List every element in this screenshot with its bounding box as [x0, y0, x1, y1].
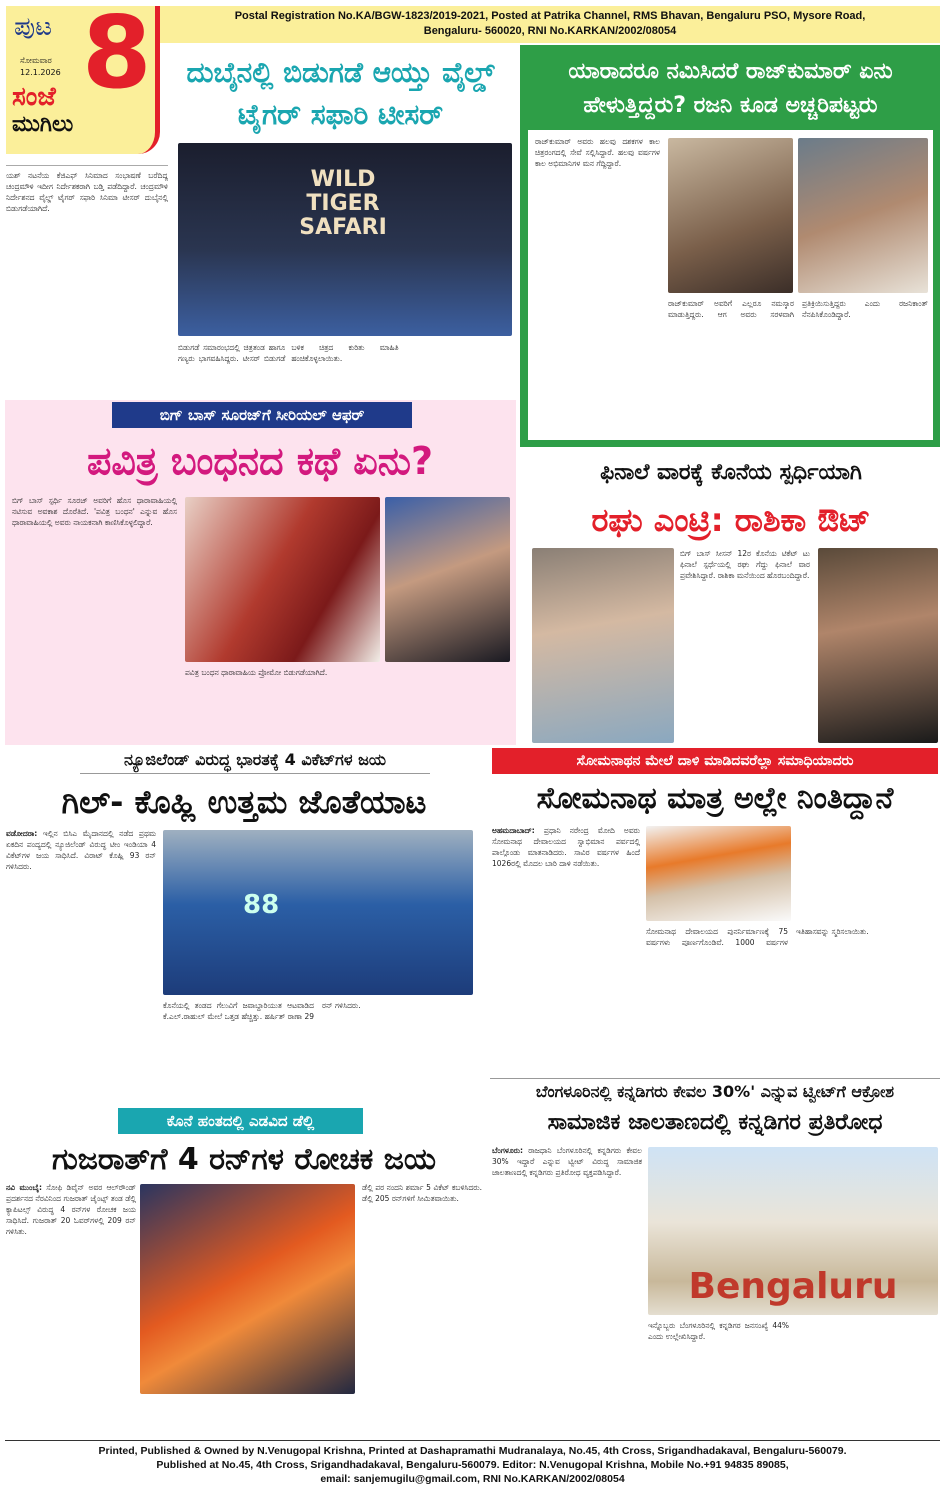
finale-headline-2: ರಘು ಎಂಟ್ರಿ: ರಾಶಿಕಾ ಔಟ್ — [591, 501, 871, 539]
somnath-body — [492, 825, 640, 1068]
raghu-photo — [818, 548, 938, 743]
rajinikanth-photo — [798, 138, 928, 293]
tiger-headline: ದುಬೈನಲ್ಲಿ ಬಿಡುಗಡೆ ಆಯ್ತು ವೈಲ್ಡ್ ಟೈಗರ್ ಸಫಾರಿ ಟೀಸರ್ — [186, 56, 495, 131]
gujarat-batter-photo — [140, 1184, 355, 1394]
cricket-headline: ಗಿಲ್- ಕೊಹ್ಲಿ ಉತ್ತಮ ಜೊತೆಯಾಟ — [61, 783, 427, 821]
team-india-photo — [163, 830, 473, 995]
somnath-kicker: ಸೋಮನಾಥನ ಮೇಲೆ ದಾಳಿ ಮಾಡಿದವರೆಲ್ಲಾ ಸಮಾಧಿಯಾದರು — [492, 748, 938, 774]
gujarat-dateline: ನವಿ ಮುಂಬೈ: — [6, 1183, 43, 1192]
paper-name-1: ಸಂಜೆ — [12, 82, 56, 112]
cricket-kicker: ನ್ಯೂಜಿಲೆಂಡ್ ವಿರುದ್ಧ ಭಾರತಕ್ಕೆ 4 ವಿಕೆಟ್‌ಗಳ ಜಯ — [80, 747, 430, 774]
serial-couple-photo — [185, 497, 380, 662]
bigboss-kicker: ಬಿಗ್ ಬಾಸ್ ಸೂರಜ್‌ಗೆ ಸೀರಿಯಲ್ ಆಫರ್ — [112, 402, 412, 428]
masthead — [6, 0, 160, 154]
imprint — [0, 1444, 945, 1486]
finale-body: ಬಿಗ್ ಬಾಸ್ ಸೀಸನ್ 12ರ ಕೊನೆಯ ಟಿಕೆಟ್ ಟು ಫಿನಾಲೆ ಸ್ಪರ್ಧೆಯಲ್ಲಿ ರಘು ಗೆದ್ದು ಫಿನಾಲೆ ವಾರ ಪ್ರವೇಶಿಸಿದ್ದಾರೆ. ರಾಶಿಕಾ ಮನೆಯಿಂದ ಹೊರಬಂದಿದ್ದಾರೆ. — [680, 549, 810, 580]
rajkumar-photo — [668, 138, 793, 293]
kannada-headline-1: ಬೆಂಗಳೂರಿನಲ್ಲಿ ಕನ್ನಡಿಗರು ಕೇವಲ 30%' ಎನ್ನುವ ಟ್ವೀಟ್‌ಗೆ ಆಕ್ರೋಶ — [490, 1078, 940, 1105]
teaser-logo-text: WILD TIGER SAFARI — [299, 167, 387, 240]
kannada-dateline: ಬೆಂಗಳೂರು: — [492, 1146, 524, 1155]
rajkumar-headline: ಯಾರಾದರೂ ನಮಿಸಿದರೆ ರಾಜ್‌ಕುಮಾರ್ ಏನು ಹೇಳುತ್ತಿದ್ದರು? ರಜನಿ ಕೂಡ ಅಚ್ಚರಿಪಟ್ಟರು — [568, 59, 893, 118]
paper-name-2: ಮುಗಿಲು — [12, 112, 74, 137]
somnath-body-2: ಸೋಮನಾಥ ದೇವಾಲಯದ ಪುನರ್ನಿರ್ಮಾಣಕ್ಕೆ 75 ವರ್ಷಗಳು ಪೂರ್ಣಗೊಂಡಿವೆ. 1000 ವರ್ಷಗಳ ಇತಿಹಾಸವನ್ನು ಸ್ಮರಿಸಲಾಯಿತು. — [646, 927, 869, 947]
kannada-headline-2: ಸಾಮಾಜಿಕ ಜಾಲತಾಣದಲ್ಲಿ ಕನ್ನಡಿಗರ ಪ್ರತಿರೋಧ — [547, 1110, 883, 1135]
gujarat-body — [6, 1182, 136, 1432]
tiger-teaser-photo — [178, 143, 512, 336]
imprint-line-1: Printed, Published & Owned by N.Venugopal Krishna, Printed at Dashapramathi Mudranalaya, No.45, 4th Cross, Srigandhadakaval, Bengaluru-560079. — [98, 1445, 847, 1457]
imprint-line-3: email: sanjemugilu@gmail.com, RNI No.KARKAN/2002/08054 — [320, 1473, 625, 1485]
imprint-line-2: Published at No.45, 4th Cross, Srigandhadakaval, Bengaluru-560079. Editor: N.Venugopal Krishna, Mobile No.+91 94835 89085, — [156, 1459, 789, 1471]
kannada-body-2: ಇನ್ನೊಬ್ಬರು ಬೆಂಗಳೂರಿನಲ್ಲಿ ಕನ್ನಡಿಗರ ಜನಸಂಖ್ಯೆ 44% ಎಂದು ಉಲ್ಲೇಖಿಸಿದ್ದಾರೆ. — [648, 1321, 789, 1341]
bigboss-body: ಬಿಗ್ ಬಾಸ್ ಸ್ಪರ್ಧಿ ಸೂರಜ್ ಅವರಿಗೆ ಹೊಸ ಧಾರಾವಾಹಿಯಲ್ಲಿ ನಟಿಸುವ ಅವಕಾಶ ದೊರೆತಿದೆ. 'ಪವಿತ್ರ ಬಂಧನ' ಎನ್ನುವ ಹೊಸ ಧಾರಾವಾಹಿಯಲ್ಲಿ ಅವರು ನಾಯಕನಾಗಿ ಕಾಣಿಸಿಕೊಳ್ಳಲಿದ್ದಾರೆ. — [12, 496, 177, 527]
cricket-body-text: ಇಲ್ಲಿನ ಬಿಸಿಎ ಮೈದಾನದಲ್ಲಿ ನಡೆದ ಪ್ರಥಮ ಏಕದಿನ ಪಂದ್ಯದಲ್ಲಿ ನ್ಯೂಜಿಲೆಂಡ್ ವಿರುದ್ಧ ಟೀಂ ಇಂಡಿಯಾ 4 ವಿಕೆಟ್‌ಗಳ ಜಯ ಸಾಧಿಸಿದೆ. ವಿರಾಟ್ ಕೊಹ್ಲಿ 93 ರನ್ ಗಳಿಸಿದರು. — [6, 829, 156, 871]
jersey-number: 88 — [243, 890, 280, 920]
date: 12.1.2026 — [20, 68, 61, 77]
rajkumar-body: ರಾಜ್‌ಕುಮಾರ್ ಅವರು ಹಲವು ದಶಕಗಳ ಕಾಲ ಚಿತ್ರರಂಗದಲ್ಲಿ ಸೇವೆ ಸಲ್ಲಿಸಿದ್ದಾರೆ. ಹಲವು ವರ್ಷಗಳ ಕಾಲ ಅಭಿಮಾನಿಗಳ ಮನ ಗೆದ್ದಿದ್ದಾರೆ. — [535, 137, 660, 168]
postal-line-2: Bengaluru- 560020, RNI No.KARKAN/2002/08054 — [423, 25, 677, 37]
rashika-photo — [532, 548, 674, 743]
tiger-caption: ಬಿಡುಗಡೆ ಸಮಾರಂಭದಲ್ಲಿ ಚಿತ್ರತಂಡ ಹಾಗೂ ಗಣ್ಯರು ಭಾಗವಹಿಸಿದ್ದರು. ಟೀಸರ್ ಬಿಡುಗಡೆ ಬಳಿಕ ಚಿತ್ರದ ಕುರಿತು ಮಾಹಿತಿ ಹಂಚಿಕೊಳ್ಳಲಾಯಿತು. — [178, 343, 399, 363]
somnath-body-text: ಪ್ರಧಾನಿ ನರೇಂದ್ರ ಮೋದಿ ಅವರು ಸೋಮನಾಥ ದೇವಾಲಯದ ಸ್ವಾಭಿಮಾನ ಪರ್ವದಲ್ಲಿ ಪಾಲ್ಗೊಂಡು ಮಾತನಾಡಿದರು. ಸಾವಿರ ವರ್ಷಗಳ ಹಿಂದೆ 1026ರಲ್ಲಿ ಮೊದಲ ಬಾರಿ ದಾಳಿ ನಡೆಯಿತು. — [492, 826, 640, 868]
vidhana-soudha-photo — [648, 1147, 938, 1315]
somnath-dateline: ಅಹಮದಾಬಾದ್: — [492, 826, 535, 835]
somnath-headline: ಸೋಮನಾಥ ಮಾತ್ರ ಅಲ್ಲೇ ನಿಂತಿದ್ದಾನೆ — [536, 781, 894, 816]
gujarat-body-2: ಡೆಲ್ಲಿ ಪರ ನಂದನಿ ಶರ್ಮಾ 5 ವಿಕೆಟ್ ಕಬಳಿಸಿದರು. ಡೆಲ್ಲಿ 205 ರನ್‌ಗಳಿಗೆ ಸೀಮಿತವಾಯಿತು. — [362, 1183, 482, 1203]
postal-line-1: Postal Registration No.KA/BGW-1823/2019-2021, Posted at Patrika Channel, RMS Bhavan, Bengaluru PSO, Mysore Road, — [234, 10, 866, 22]
cricket-body-2: ಕೊನೆಯಲ್ಲಿ ತಂಡದ ಗೆಲುವಿಗೆ ಜವಾಬ್ದಾರಿಯುತ ಆಟವಾಡಿದ ಕೆ.ಎಲ್.ರಾಹುಲ್ ಮೇಲೆ ಒತ್ತಡ ಹೆಚ್ಚಿತ್ತು. ಹರ್ಷಿತ್ ರಾಣಾ 29 ರನ್ ಗಳಿಸಿದರು. — [163, 1001, 361, 1021]
gujarat-headline: ಗುಜರಾತ್‌ಗೆ 4 ರನ್‌ಗಳ ರೋಚಕ ಜಯ — [51, 1142, 436, 1177]
cricket-body — [6, 828, 156, 1098]
page-number: 8 — [82, 0, 152, 111]
page-label: ಪುಟ — [14, 12, 53, 42]
footer-rule — [5, 1440, 940, 1441]
finale-headline-1: ಫಿನಾಲೆ ವಾರಕ್ಕೆ ಕೊನೆಯ ಸ್ಪರ್ಧಿಯಾಗಿ — [600, 460, 862, 485]
gujarat-body-text: ಸೋಫಿ ಡಿವೈನ್ ಅವರ ಆಲ್‌ರೌಂಡ್ ಪ್ರದರ್ಶನದ ನೆರವಿನಿಂದ ಗುಜರಾತ್ ಜೈಂಟ್ಸ್ ತಂಡ ಡೆಲ್ಲಿ ಕ್ಯಾಪಿಟಲ್ಸ್ ವಿರುದ್ಧ 4 ರನ್‌ಗಳ ರೋಚಕ ಜಯ ಸಾಧಿಸಿದೆ. ಗುಜರಾತ್ 20 ಓವರ್‌ಗಳಲ್ಲಿ 209 ರನ್ ಗಳಿಸಿತು. — [6, 1183, 136, 1236]
kannada-body — [492, 1145, 642, 1433]
day: ಸೋಮವಾರ — [20, 56, 52, 65]
bengaluru-sign-text: Bengaluru — [688, 1266, 898, 1307]
suraj-photo — [385, 497, 510, 662]
cricket-dateline: ವಡೋದರಾ: — [6, 829, 38, 838]
rajkumar-body-2: ರಾಜ್‌ಕುಮಾರ್ ಅವರಿಗೆ ಎಲ್ಲರೂ ನಮಸ್ಕಾರ ಮಾಡುತ್ತಿದ್ದರು. ಆಗ ಅವರು ಸರಳವಾಗಿ ಪ್ರತಿಕ್ರಿಯಿಸುತ್ತಿದ್ದರು ಎಂದು ರಜನಿಕಾಂತ್ ನೆನಪಿಸಿಕೊಂಡಿದ್ದಾರೆ. — [668, 299, 928, 319]
bigboss-headline: ಪವಿತ್ರ ಬಂಧನದ ಕಥೆ ಏನು? — [86, 439, 433, 483]
postal-registration — [160, 9, 940, 39]
bigboss-caption: ಪವಿತ್ರ ಬಂಧನ ಧಾರಾವಾಹಿಯ ಪ್ರೋಮೋ ಬಿಡುಗಡೆಯಾಗಿದೆ. — [185, 668, 328, 677]
kannada-body-text: ರಾಜಧಾನಿ ಬೆಂಗಳೂರಿನಲ್ಲಿ ಕನ್ನಡಿಗರು ಕೇವಲ 30% ಇದ್ದಾರೆ ಎನ್ನುವ ಟ್ವೀಟ್ ವಿರುದ್ಧ ಸಾಮಾಜಿಕ ಜಾಲತಾಣದಲ್ಲಿ ಕನ್ನಡಿಗರು ಪ್ರತಿರೋಧ ವ್ಯಕ್ತಪಡಿಸಿದ್ದಾರೆ. — [492, 1146, 642, 1177]
modi-photo — [646, 826, 791, 921]
gujarat-kicker: ಕೊನೆ ಹಂತದಲ್ಲಿ ಎಡವಿದ ಡೆಲ್ಲಿ — [118, 1108, 363, 1134]
tiger-body: ಯಶ್ ನಟನೆಯ ಕೆಜಿಎಫ್ ಸಿನಿಮಾದ ಸಂಭಾಷಣೆ ಬರೆದಿದ್ದ ಚಂದ್ರಮೌಳಿ ಇದೀಗ ನಿರ್ದೇಶಕರಾಗಿ ಬಡ್ತಿ ಪಡೆದಿದ್ದಾರೆ. ಚಂದ್ರಮೌಳಿ ನಿರ್ದೇಶನದ ವೈಲ್ಡ್ ಟೈಗರ್ ಸಫಾರಿ ಸಿನಿಮಾ ಟೀಸರ್ ದುಬೈನಲ್ಲಿ ಬಿಡುಗಡೆಯಾಗಿದೆ. — [6, 165, 168, 393]
